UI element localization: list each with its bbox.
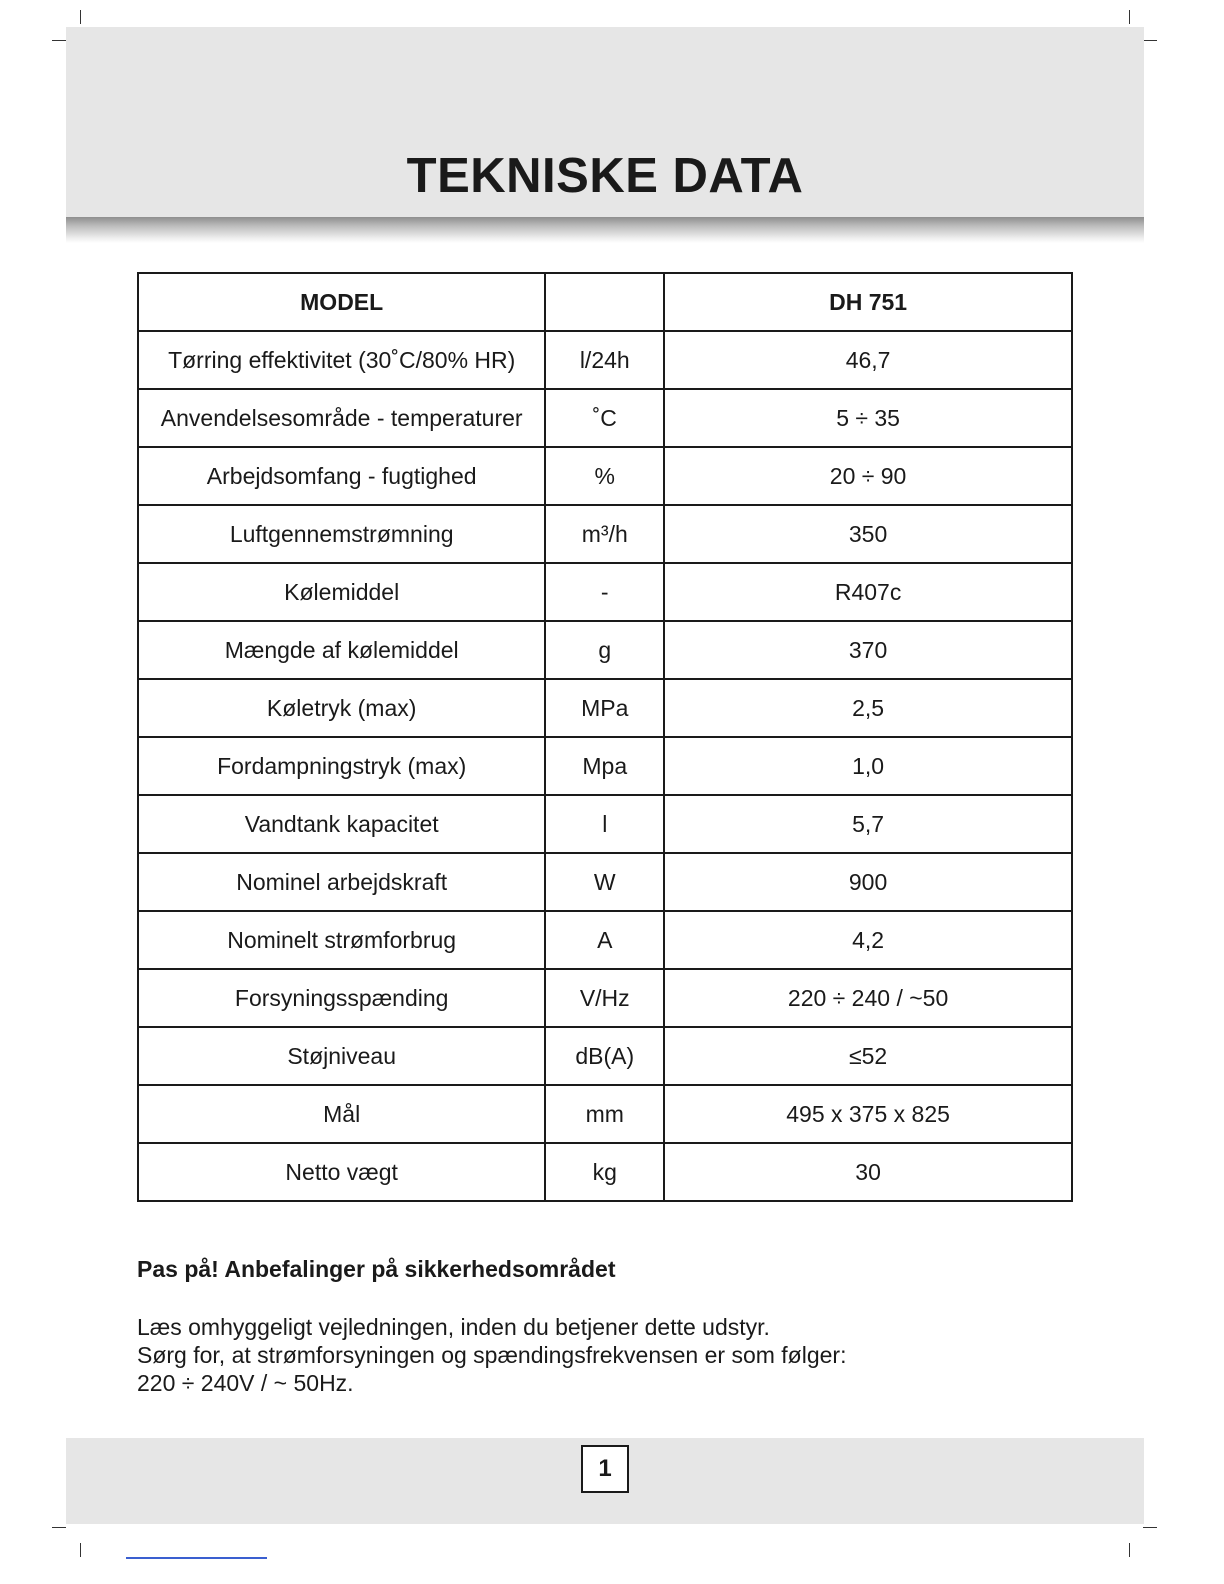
spec-unit: % bbox=[545, 447, 664, 505]
table-row bbox=[138, 853, 1072, 911]
spec-value: 5 ÷ 35 bbox=[664, 389, 1072, 447]
spec-label: Nominel arbejdskraft bbox=[138, 853, 545, 911]
page-number: 1 bbox=[581, 1445, 629, 1493]
crop-mark bbox=[1143, 1527, 1157, 1528]
spec-value: 2,5 bbox=[664, 679, 1072, 737]
link-underline bbox=[126, 1557, 267, 1559]
crop-mark bbox=[52, 40, 66, 41]
table-row bbox=[138, 447, 1072, 505]
crop-mark bbox=[80, 10, 81, 24]
spec-value: 1,0 bbox=[664, 737, 1072, 795]
spec-value: 30 bbox=[664, 1143, 1072, 1201]
crop-mark bbox=[1129, 1543, 1130, 1557]
spec-unit: A bbox=[545, 911, 664, 969]
spec-label: Anvendelsesområde - temperaturer bbox=[138, 389, 545, 447]
specs-table bbox=[137, 272, 1073, 1202]
safety-line: Læs omhyggeligt vejledningen, inden du betjener dette udstyr. bbox=[137, 1314, 770, 1340]
safety-line: 220 ÷ 240V / ~ 50Hz. bbox=[137, 1370, 354, 1396]
spec-label: Fordampningstryk (max) bbox=[138, 737, 545, 795]
table-row bbox=[138, 621, 1072, 679]
spec-value: 4,2 bbox=[664, 911, 1072, 969]
table-row bbox=[138, 795, 1072, 853]
page-title: TEKNISKE DATA bbox=[406, 149, 804, 203]
spec-label: Arbejdsomfang - fugtighed bbox=[138, 447, 545, 505]
spec-unit: - bbox=[545, 563, 664, 621]
spec-value: 46,7 bbox=[664, 331, 1072, 389]
spec-label: Luftgennemstrømning bbox=[138, 505, 545, 563]
table-row bbox=[138, 737, 1072, 795]
spec-unit: MPa bbox=[545, 679, 664, 737]
crop-mark bbox=[52, 1527, 66, 1528]
table-row bbox=[138, 389, 1072, 447]
spec-value: 20 ÷ 90 bbox=[664, 447, 1072, 505]
spec-unit: V/Hz bbox=[545, 969, 664, 1027]
table-row bbox=[138, 1085, 1072, 1143]
safety-heading: Pas på! Anbefalinger på sikkerhedsområdet bbox=[137, 1256, 616, 1282]
table-row bbox=[138, 1143, 1072, 1201]
spec-value: 220 ÷ 240 / ~50 bbox=[664, 969, 1072, 1027]
spec-value: 495 x 375 x 825 bbox=[664, 1085, 1072, 1143]
spec-label: Netto vægt bbox=[138, 1143, 545, 1201]
spec-label: Støjniveau bbox=[138, 1027, 545, 1085]
spec-value: R407c bbox=[664, 563, 1072, 621]
spec-label: Mængde af kølemiddel bbox=[138, 621, 545, 679]
spec-value: 900 bbox=[664, 853, 1072, 911]
table-header-row bbox=[138, 273, 1072, 331]
table-row bbox=[138, 331, 1072, 389]
spec-unit: g bbox=[545, 621, 664, 679]
table-row bbox=[138, 505, 1072, 563]
header-model-value: DH 751 bbox=[664, 273, 1072, 331]
table-row bbox=[138, 1027, 1072, 1085]
header-model-label: MODEL bbox=[138, 273, 545, 331]
crop-mark bbox=[1143, 40, 1157, 41]
table-row bbox=[138, 563, 1072, 621]
spec-label: Mål bbox=[138, 1085, 545, 1143]
spec-unit: ˚C bbox=[545, 389, 664, 447]
spec-label: Vandtank kapacitet bbox=[138, 795, 545, 853]
safety-text bbox=[137, 1313, 846, 1397]
header-unit bbox=[545, 273, 664, 331]
spec-label: Tørring effektivitet (30˚C/80% HR) bbox=[138, 331, 545, 389]
spec-unit: m³/h bbox=[545, 505, 664, 563]
spec-value: ≤52 bbox=[664, 1027, 1072, 1085]
safety-line: Sørg for, at strømforsyningen og spændingsfrekvensen er som følger: bbox=[137, 1342, 847, 1368]
table-row bbox=[138, 679, 1072, 737]
spec-unit: mm bbox=[545, 1085, 664, 1143]
spec-unit: Mpa bbox=[545, 737, 664, 795]
table-row bbox=[138, 969, 1072, 1027]
table-row bbox=[138, 911, 1072, 969]
spec-value: 5,7 bbox=[664, 795, 1072, 853]
spec-unit: W bbox=[545, 853, 664, 911]
spec-label: Kølemiddel bbox=[138, 563, 545, 621]
spec-unit: l/24h bbox=[545, 331, 664, 389]
spec-label: Køletryk (max) bbox=[138, 679, 545, 737]
crop-mark bbox=[80, 1543, 81, 1557]
spec-unit: l bbox=[545, 795, 664, 853]
spec-unit: dB(A) bbox=[545, 1027, 664, 1085]
spec-value: 350 bbox=[664, 505, 1072, 563]
spec-label: Nominelt strømforbrug bbox=[138, 911, 545, 969]
spec-unit: kg bbox=[545, 1143, 664, 1201]
spec-value: 370 bbox=[664, 621, 1072, 679]
header-shadow bbox=[66, 217, 1144, 243]
spec-label: Forsyningsspænding bbox=[138, 969, 545, 1027]
crop-mark bbox=[1129, 10, 1130, 24]
